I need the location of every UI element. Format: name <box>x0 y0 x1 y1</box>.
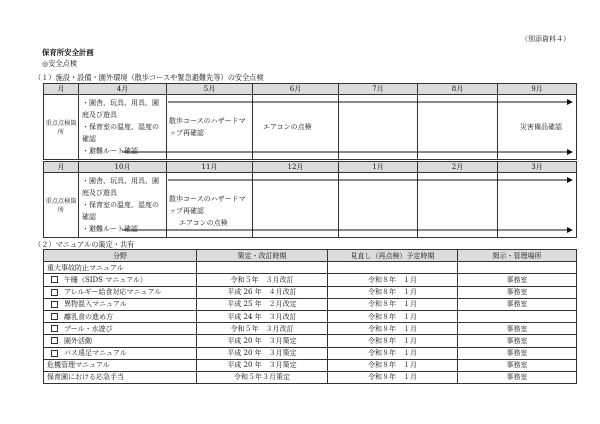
cell-mar <box>498 173 577 238</box>
appendix-reference: （別添資料４） <box>521 35 570 43</box>
manual-review: 令和８年 １月 <box>328 335 458 347</box>
manual-place <box>458 262 577 274</box>
manual-date <box>197 262 328 274</box>
table-row <box>44 286 577 298</box>
manual-name-cell <box>44 262 197 274</box>
table-row <box>44 262 577 274</box>
manual-place: 事務室 <box>458 274 577 286</box>
manual-place: 事務室 <box>458 286 577 298</box>
row-label: 重点点検箇所 <box>44 95 79 160</box>
subtitle: ◎安全点検 <box>42 59 78 68</box>
checkbox-icon <box>51 289 58 296</box>
task-text: 散歩コースのハザードマップ再確認 <box>169 117 246 137</box>
manual-date: 令和５年 ３月改訂 <box>197 274 328 286</box>
manual-date: 平成 20 年 ３月策定 <box>197 335 328 347</box>
manual-name: アレルギー給食対応マニュアル <box>64 288 162 297</box>
manual-place: 事務室 <box>458 347 577 359</box>
checkbox-icon <box>51 313 58 320</box>
manual-name-cell <box>44 323 197 335</box>
inspection-item: ・保育室の温度、湿度の確認 <box>82 201 159 221</box>
manual-date: 平成 24 年 ３月改訂 <box>197 310 328 322</box>
manual-review: 令和８年 １月 <box>328 347 458 359</box>
manual-name-cell <box>44 347 197 359</box>
checkbox-icon <box>51 301 58 308</box>
task-text: 散歩コースのハザードマップ再確認 <box>169 195 246 215</box>
section-heading-1: （１）施設・設備・園外環境（散歩コースや緊急避難先等）の安全点検 <box>34 73 264 82</box>
cell-dec <box>253 173 339 238</box>
inspection-item: ・保育室の温度、湿度の確認 <box>82 123 159 143</box>
month-cell: 12月 <box>253 162 339 173</box>
inspection-items <box>79 95 167 160</box>
month-cell: 5月 <box>167 84 253 95</box>
manual-name-cell <box>44 286 197 298</box>
month-cell: 11月 <box>167 162 253 173</box>
column-header: 見直し（再点検）予定時期 <box>328 250 458 262</box>
manual-name-cell <box>44 335 197 347</box>
inspection-item: ・園舎、玩具、用具、園庭及び遊具 <box>82 99 159 119</box>
inspection-items <box>79 173 167 238</box>
manuals-table <box>43 249 577 384</box>
manual-name: 異物混入マニュアル <box>64 300 127 309</box>
inspection-row <box>44 173 577 238</box>
manuals-header-row <box>44 250 577 262</box>
manual-review: 令和８年 １月 <box>328 274 458 286</box>
month-cell: 8月 <box>418 84 498 95</box>
manual-name-cell <box>44 298 197 310</box>
manual-place <box>458 310 577 322</box>
manual-name-cell <box>44 359 197 371</box>
table-row <box>44 347 577 359</box>
cell-jun <box>253 95 339 160</box>
month-cell: 2月 <box>418 162 498 173</box>
month-cell: 4月 <box>79 84 167 95</box>
manual-name-cell <box>44 371 197 383</box>
cell-aug <box>418 95 498 160</box>
document-title: 保育所安全計画 <box>42 48 94 57</box>
task-text: エアコンの点検 <box>179 219 228 227</box>
column-header: 掲示・管理場所 <box>458 250 577 262</box>
cell-feb <box>418 173 498 238</box>
table-row <box>44 323 577 335</box>
manual-review: 令和８年 １月 <box>328 310 458 322</box>
manual-place: 事務室 <box>458 371 577 383</box>
month-cell: 3月 <box>498 162 577 173</box>
manual-name: 午睡（SIDS マニュアル） <box>64 275 147 284</box>
month-header-row <box>44 84 577 95</box>
checkbox-icon <box>51 337 58 344</box>
task-text: 災害備品確認 <box>520 123 562 131</box>
manual-review: 令和８年 １月 <box>328 286 458 298</box>
section-heading-2: （２）マニュアルの策定・共有 <box>34 240 135 249</box>
column-header: 策定・改訂時期 <box>197 250 328 262</box>
manual-place: 事務室 <box>458 298 577 310</box>
manual-review: 令和８年 １月 <box>328 359 458 371</box>
month-cell: 7月 <box>339 84 418 95</box>
manual-review: 令和８年 １月 <box>328 371 458 383</box>
table-row <box>44 371 577 383</box>
inspection-schedule-oct-mar <box>43 161 577 238</box>
inspection-row <box>44 95 577 160</box>
manual-place: 事務室 <box>458 335 577 347</box>
table-row <box>44 359 577 371</box>
manual-review: 令和８年 １月 <box>328 323 458 335</box>
manual-date: 平成 20 年 ３月策定 <box>197 347 328 359</box>
column-header: 分野 <box>44 250 197 262</box>
manual-date: 令和５年３月策定 <box>197 371 328 383</box>
checkbox-icon <box>51 350 58 357</box>
manual-name: プール・水遊び <box>64 324 113 333</box>
inspection-item: ・避難ルート確認 <box>82 147 138 155</box>
manual-place: 事務室 <box>458 323 577 335</box>
month-cell: 10月 <box>79 162 167 173</box>
table-row <box>44 274 577 286</box>
month-cell: 1月 <box>339 162 418 173</box>
month-column-header: 月 <box>44 84 79 95</box>
manual-date: 平成 20 年 ３月策定 <box>197 359 328 371</box>
manual-date: 平成 26 年 ４月改訂 <box>197 286 328 298</box>
table-row <box>44 298 577 310</box>
manual-date: 平成 25 年 ２月改定 <box>197 298 328 310</box>
table-row <box>44 310 577 322</box>
inspection-item: ・園舎、玩具、用具、園庭及び遊具 <box>82 177 159 197</box>
table-row <box>44 335 577 347</box>
manual-name: 危機管理マニュアル <box>47 361 110 370</box>
manual-name: 保育園における応急手当 <box>47 373 124 382</box>
task-text: エアコンの点検 <box>263 123 312 131</box>
manual-review <box>328 262 458 274</box>
month-column-header: 月 <box>44 162 79 173</box>
month-cell: 9月 <box>498 84 577 95</box>
manual-name: 重大事故防止マニュアル <box>47 263 124 272</box>
manual-name-cell <box>44 274 197 286</box>
cell-jan <box>339 173 418 238</box>
inspection-schedule-apr-sep <box>43 83 577 160</box>
checkbox-icon <box>51 276 58 283</box>
month-header-row <box>44 162 577 173</box>
manual-name: 離乳食の進め方 <box>64 312 113 321</box>
checkbox-icon <box>51 325 58 332</box>
manual-place: 事務室 <box>458 359 577 371</box>
row-label: 重点点検箇所 <box>44 173 79 238</box>
inspection-item: ・避難ルート確認 <box>82 225 138 233</box>
month-cell: 6月 <box>253 84 339 95</box>
cell-sep <box>498 95 577 160</box>
manual-name-cell <box>44 310 197 322</box>
cell-may <box>167 95 253 160</box>
cell-nov <box>167 173 253 238</box>
manual-review: 令和８年 １月 <box>328 298 458 310</box>
manual-date: 令和５年 ３月改訂 <box>197 323 328 335</box>
cell-jul <box>339 95 418 160</box>
manual-name: バス遠足マニュアル <box>64 349 127 358</box>
manual-name: 園外活動 <box>64 336 92 345</box>
